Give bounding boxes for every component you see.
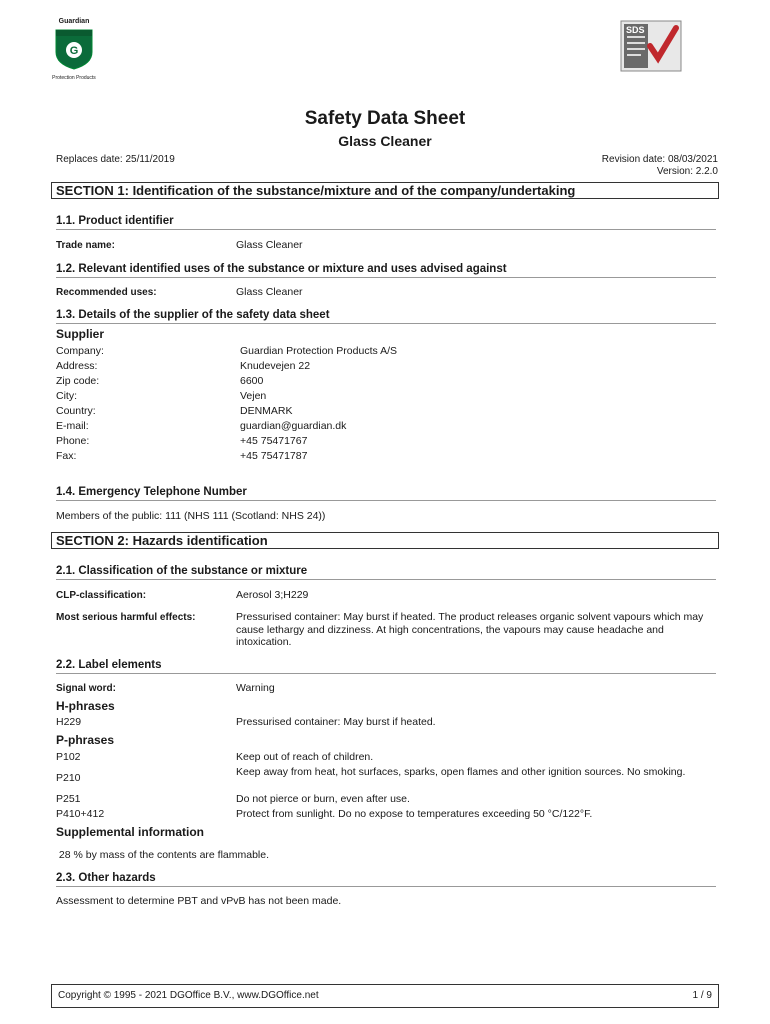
h-phrases-heading: H-phrases: [56, 699, 115, 713]
supplier-label: Country:: [56, 405, 96, 417]
supplier-value: Vejen: [240, 390, 267, 402]
subsection-1-1-heading: 1.1. Product identifier: [56, 215, 716, 230]
emergency-text: Members of the public: 111 (NHS 111 (Scotland: NHS 24)): [56, 510, 326, 522]
p-phrase-text: Keep out of reach of children.: [236, 751, 374, 763]
logo-top-text: Guardian: [58, 18, 90, 25]
p-phrase-code: P251: [56, 793, 81, 805]
signal-word-label: Signal word:: [56, 683, 116, 694]
svg-text:G: G: [69, 45, 79, 57]
copyright-text: Copyright © 1995 - 2021 DGOffice B.V., www.DGOffice.net: [58, 990, 319, 1001]
document-title: Safety Data Sheet: [304, 108, 466, 129]
subsection-1-3-heading: 1.3. Details of the supplier of the safety data sheet: [56, 309, 716, 324]
p-phrase-text: Do not pierce or burn, even after use.: [236, 793, 410, 805]
recommended-uses-value: Glass Cleaner: [236, 286, 303, 298]
page-footer: [51, 984, 719, 1008]
clp-label: CLP-classification:: [56, 590, 147, 601]
product-name: Glass Cleaner: [338, 133, 432, 149]
supplier-value: Guardian Protection Products A/S: [240, 345, 398, 357]
guardian-logo: [52, 18, 96, 80]
supplier-email[interactable]: guardian@guardian.dk: [240, 420, 347, 432]
subsection-1-2-heading: 1.2. Relevant identified uses of the substance or mixture and uses advised against: [56, 263, 716, 278]
shield-icon: [52, 26, 96, 70]
p-phrase-text: Keep away from heat, hot surfaces, sparks, open flames and other ignition sources. No smoking.: [236, 766, 686, 778]
p-phrase-code: P102: [56, 751, 81, 763]
supplier-label: E-mail:: [56, 420, 89, 432]
p-phrase-code: P410+412: [56, 808, 105, 820]
sds-logo: [620, 20, 682, 72]
subsection-2-1-heading: 2.1. Classification of the substance or mixture: [56, 565, 716, 580]
section-1-heading: SECTION 1: Identification of the substance/mixture and of the company/undertaking: [51, 182, 719, 199]
signal-word-value: Warning: [236, 682, 275, 694]
other-hazards-text: Assessment to determine PBT and vPvB has not been made.: [56, 895, 342, 907]
section-2-heading: SECTION 2: Hazards identification: [51, 532, 719, 549]
subsection-2-3-heading: 2.3. Other hazards: [56, 872, 716, 887]
supplier-heading: Supplier: [56, 327, 105, 341]
replaces-date: Replaces date: 25/11/2019: [56, 154, 175, 165]
sds-logo-text: SDS: [626, 25, 645, 35]
supplemental-heading: Supplemental information: [56, 825, 205, 839]
recommended-uses-label: Recommended uses:: [56, 287, 157, 298]
supplier-label: Company:: [56, 345, 104, 357]
revision-date: Revision date: 08/03/2021: [601, 154, 718, 165]
supplier-value: 6600: [240, 375, 264, 387]
supplier-label: Fax:: [56, 450, 77, 462]
supplier-value: +45 75471787: [240, 450, 308, 462]
p-phrase-text: Protect from sunlight. Do no expose to temperatures exceeding 50 °C/122°F.: [236, 808, 593, 820]
clp-value: Aerosol 3;H229: [236, 589, 309, 601]
supplier-label: Zip code:: [56, 375, 100, 387]
trade-name-value: Glass Cleaner: [236, 239, 303, 251]
version: Version: 2.2.0: [656, 166, 718, 177]
page-number: 1 / 9: [692, 990, 712, 1001]
trade-name-label: Trade name:: [56, 240, 115, 251]
h-phrase-text: Pressurised container: May burst if heated.: [236, 716, 436, 728]
logo-bottom-text: Protection Products: [52, 75, 96, 81]
p-phrase-code: P210: [56, 772, 81, 784]
subsection-1-4-heading: 1.4. Emergency Telephone Number: [56, 486, 716, 501]
supplier-value: Knudevejen 22: [240, 360, 311, 372]
p-phrases-heading: P-phrases: [56, 733, 115, 747]
supplier-label: Address:: [56, 360, 98, 372]
harmful-effects-label: Most serious harmful effects:: [56, 612, 196, 623]
supplier-label: Phone:: [56, 435, 90, 447]
supplemental-text: 28 % by mass of the contents are flammable.: [56, 849, 270, 861]
subsection-2-2-heading: 2.2. Label elements: [56, 659, 716, 674]
supplier-value: +45 75471767: [240, 435, 308, 447]
harmful-effects-value: Pressurised container: May burst if heated. The product releases organic solvent vapours which may cause lethargy and dizziness. At high concentrations, the vapours may cause headache and intoxication.: [236, 611, 704, 648]
supplier-value: DENMARK: [240, 405, 293, 417]
h-phrase-code: H229: [56, 716, 82, 728]
supplier-label: City:: [56, 390, 77, 402]
